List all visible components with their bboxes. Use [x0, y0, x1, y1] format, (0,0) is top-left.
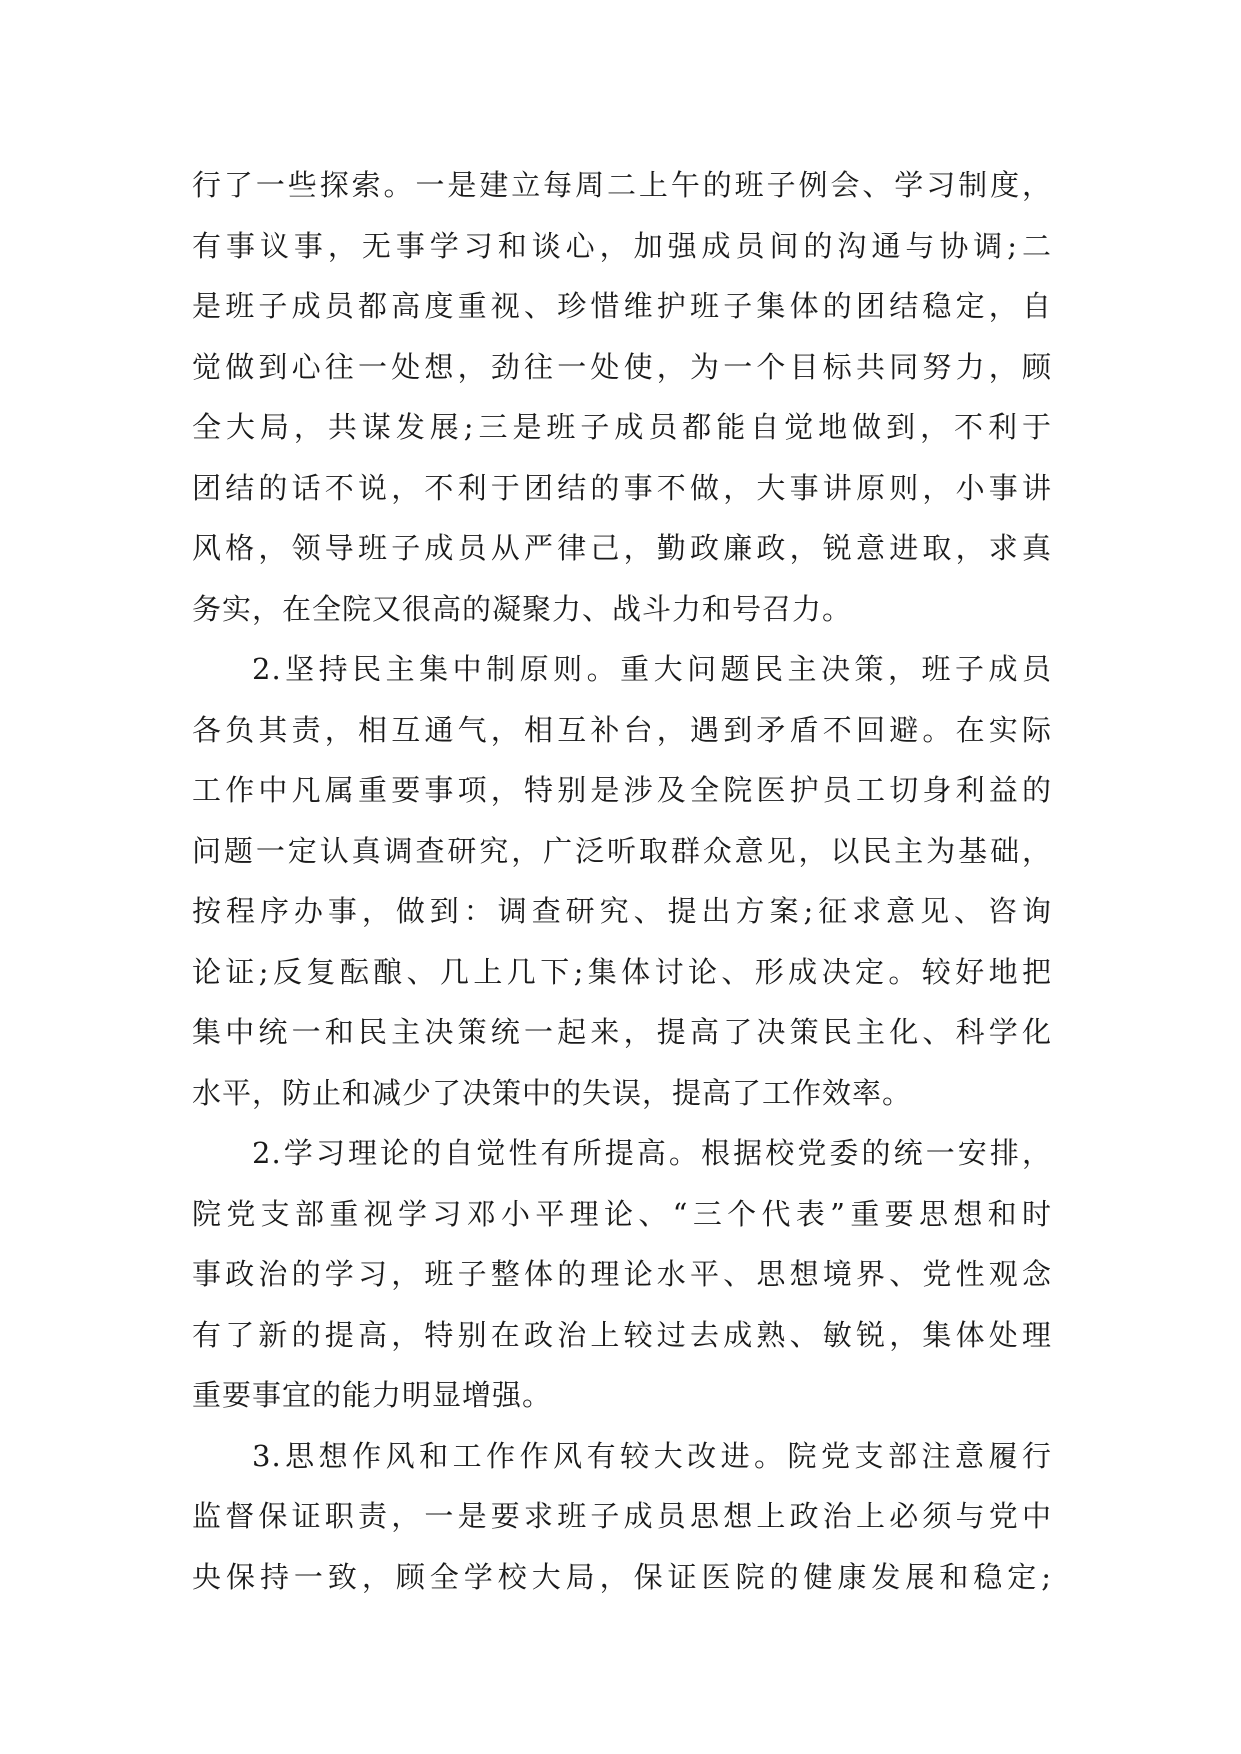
- text-line: 有了新的提高，特别在政治上较过去成熟、敏锐，集体处理: [192, 1317, 1052, 1352]
- text-line: 全大局，共谋发展;三是班子成员都能自觉地做到，不利于: [192, 410, 1052, 444]
- text-line: 3.思想作风和工作作风有较大改进。院党支部注意履行: [252, 1438, 1052, 1473]
- paragraph-2: [192, 639, 1052, 1123]
- text-line: 觉做到心往一处想，劲往一处使，为一个目标共同努力，顾: [192, 349, 1052, 384]
- text-line: 团结的话不说，不利于团结的事不做，大事讲原则，小事讲: [192, 470, 1052, 505]
- text-line: 重要事宜的能力明显增强。: [192, 1378, 553, 1412]
- text-line: 事政治的学习，班子整体的理论水平、思想境界、党性观念: [192, 1257, 1052, 1291]
- text-line: 风格，领导班子成员从严律己，勤政廉政，锐意进取，求真: [192, 531, 1052, 565]
- text-line: 各负其责，相互通气，相互补台，遇到矛盾不回避。在实际: [192, 712, 1052, 747]
- text-line: 是班子成员都高度重视、珍惜维护班子集体的团结稳定，自: [192, 289, 1052, 323]
- text-line: 务实，在全院又很高的凝聚力、战斗力和号召力。: [192, 591, 853, 626]
- document-body: [192, 155, 1052, 1607]
- text-line: 按程序办事，做到：调查研究、提出方案;征求意见、咨询: [192, 894, 1052, 928]
- text-line: 监督保证职责，一是要求班子成员思想上政治上必须与党中: [192, 1499, 1052, 1533]
- text-line: 论证;反复酝酿、几上几下;集体讨论、形成决定。较好地把: [192, 954, 1052, 989]
- text-line: 集中统一和民主决策统一起来，提高了决策民主化、科学化: [192, 1015, 1052, 1049]
- text-line: 问题一定认真调查研究，广泛听取群众意见，以民主为基础，: [192, 833, 1052, 868]
- paragraph-4: [192, 1426, 1052, 1608]
- text-line: 行了一些探索。一是建立每周二上午的班子例会、学习制度，: [192, 168, 1052, 202]
- text-line: 水平，防止和减少了决策中的失误，提高了工作效率。: [192, 1075, 913, 1110]
- paragraph-1: [192, 155, 1052, 639]
- text-line: 央保持一致，顾全学校大局，保证医院的健康发展和稳定;: [192, 1559, 1052, 1594]
- paragraph-3: [192, 1123, 1052, 1426]
- text-line: 2.坚持民主集中制原则。重大问题民主决策，班子成员: [252, 652, 1052, 686]
- text-line: 有事议事，无事学习和谈心，加强成员间的沟通与协调;二: [192, 228, 1052, 263]
- text-line: 院党支部重视学习邓小平理论、“三个代表”重要思想和时: [192, 1196, 1052, 1231]
- text-line: 2.学习理论的自觉性有所提高。根据校党委的统一安排，: [252, 1136, 1052, 1170]
- text-line: 工作中凡属重要事项，特别是涉及全院医护员工切身利益的: [192, 773, 1052, 807]
